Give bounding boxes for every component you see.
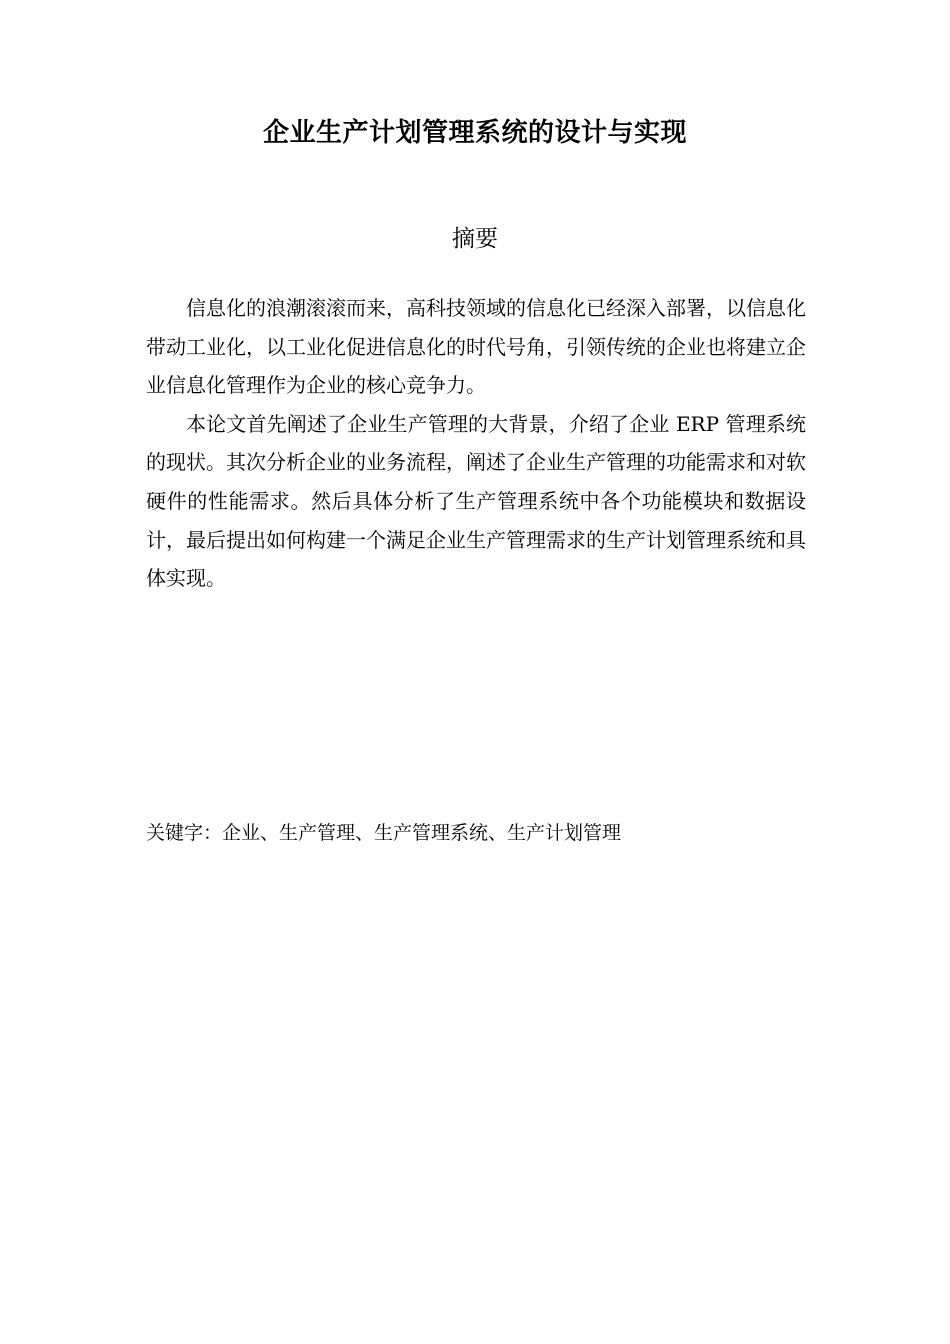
abstract-paragraph-1: 信息化的浪潮滚滚而来，高科技领域的信息化已经深入部署，以信息化带动工业化，以工业化促进信息化的时代号角，引领传统的企业也将建立企业信息化管理作为企业的核心竞争力。 <box>146 296 806 398</box>
keywords-value: 企业、生产管理、生产管理系统、生产计划管理 <box>222 822 622 844</box>
keywords-line <box>146 816 806 851</box>
abstract-heading: 摘要 <box>452 226 498 252</box>
abstract-body <box>146 289 806 598</box>
paper-title: 企业生产计划管理系统的设计与实现 <box>262 118 687 148</box>
abstract-paragraph-2: 本论文首先阐述了企业生产管理的大背景，介绍了企业 ERP 管理系统的现状。其次分析企业的业务流程，阐述了企业生产管理的功能需求和对软硬件的性能需求。然后具体分析了生产管理系统中各个功能模块和数据设计，最后提出如何构建一个满足企业生产管理需求的生产计划管理系统和具体实现。 <box>146 411 806 591</box>
keywords-label: 关键字： <box>146 822 223 844</box>
